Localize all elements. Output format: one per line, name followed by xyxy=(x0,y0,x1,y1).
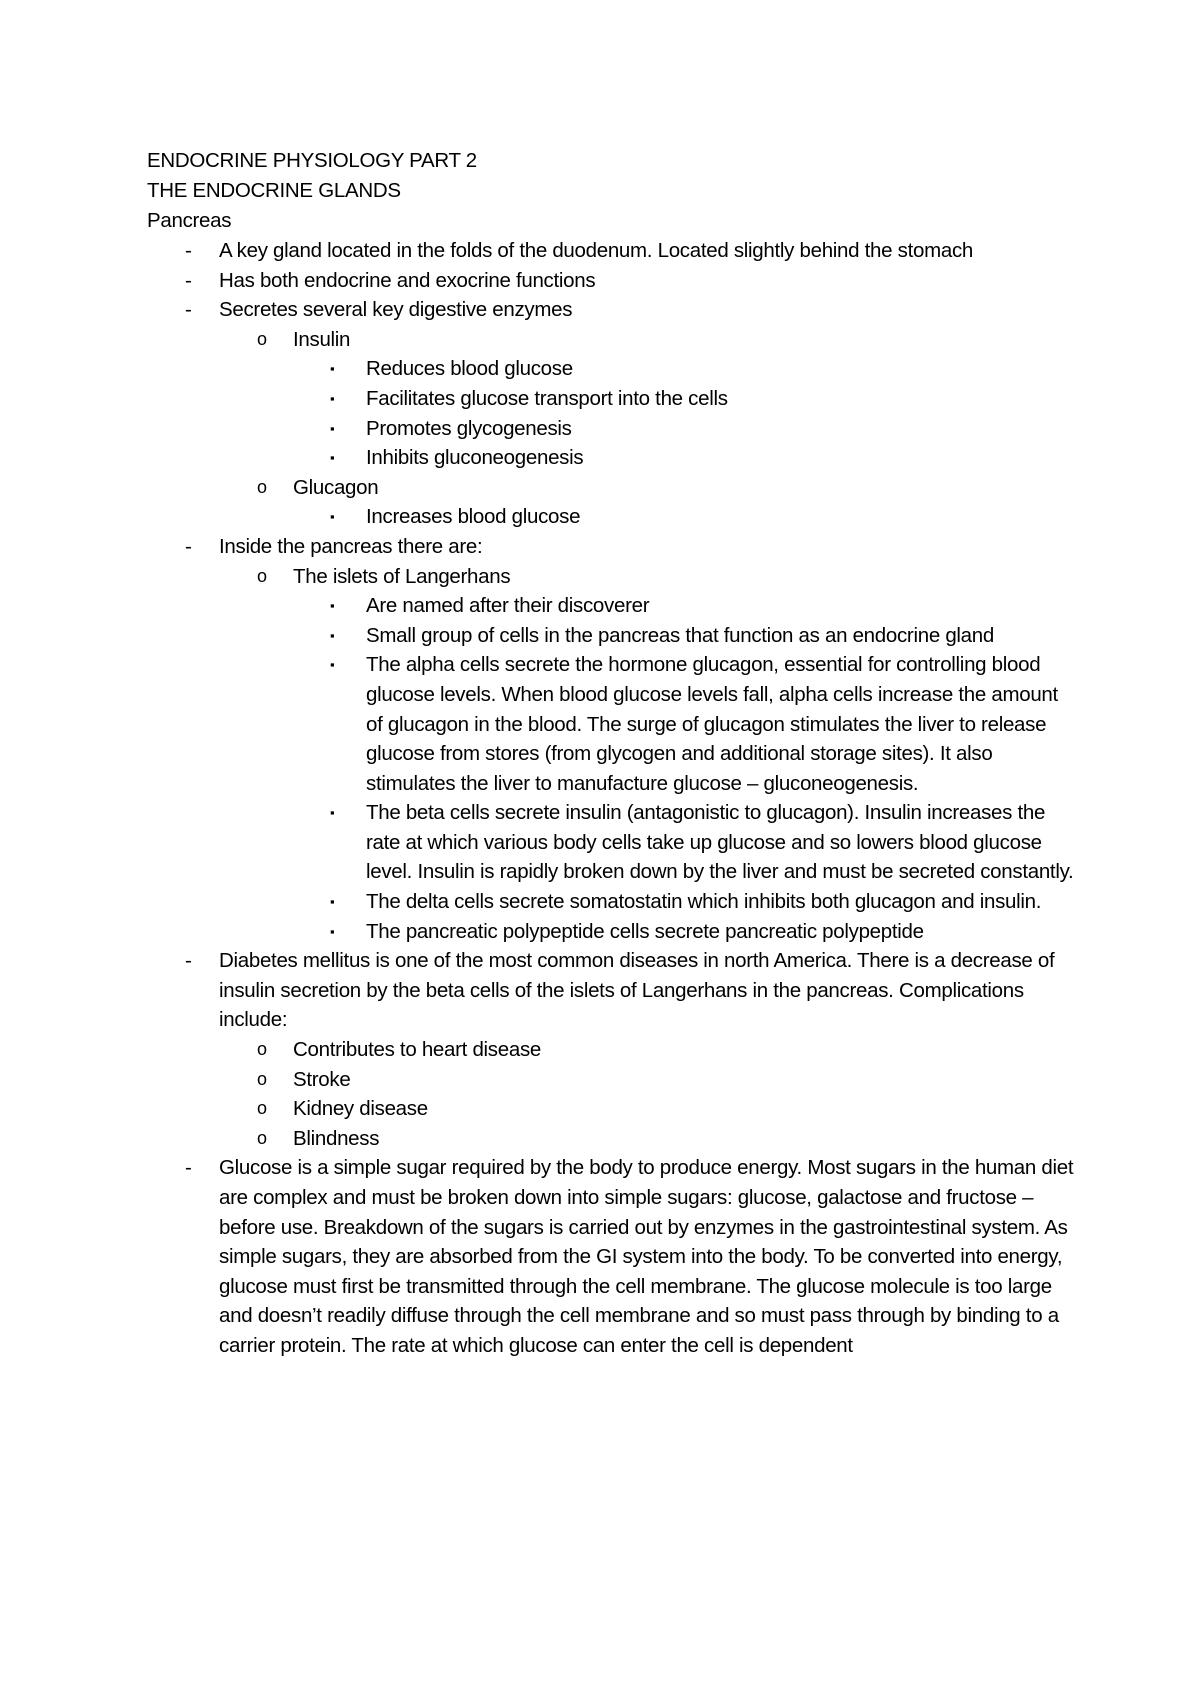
list-item-level-1 xyxy=(147,295,1077,325)
document-title: ENDOCRINE PHYSIOLOGY PART 2 xyxy=(147,149,477,172)
circle-bullet-icon: o xyxy=(257,328,267,349)
circle-bullet-icon: o xyxy=(257,565,267,586)
list-item-level-2 xyxy=(147,473,1077,503)
list-item-level-3 xyxy=(147,414,1077,444)
square-bullet-icon: ▪ xyxy=(330,657,335,673)
list-item-text: The islets of Langerhans xyxy=(293,564,511,588)
list-item-text: Contributes to heart disease xyxy=(293,1038,542,1062)
dash-bullet-icon: - xyxy=(185,949,192,973)
list-item-text: Has both endocrine and exocrine functions xyxy=(219,268,596,292)
square-bullet-icon: ▪ xyxy=(330,598,335,614)
circle-bullet-icon: o xyxy=(257,1098,267,1119)
list-item-text: Increases blood glucose xyxy=(366,505,581,529)
section-heading: Pancreas xyxy=(147,209,232,232)
list-item-text: Inhibits gluconeogenesis xyxy=(366,446,584,470)
list-item-text: Diabetes mellitus is one of the most common diseases in north America. There is a decrease of insulin secretion by the beta cells of the islets of Langerhans in the pancreas. Complications include: xyxy=(219,949,1055,1032)
list-item-text: Facilitates glucose transport into the cells xyxy=(366,386,728,410)
list-item-level-1 xyxy=(147,266,1077,296)
list-item-text: Blindness xyxy=(293,1126,380,1150)
square-bullet-icon: ▪ xyxy=(330,805,335,821)
list-item-text: Insulin xyxy=(293,327,351,351)
list-item-text: Inside the pancreas there are: xyxy=(219,534,483,558)
square-bullet-icon: ▪ xyxy=(330,509,335,525)
list-item-text: Promotes glycogenesis xyxy=(366,416,572,440)
dash-bullet-icon: - xyxy=(185,534,192,558)
list-item-level-3 xyxy=(147,887,1077,917)
circle-bullet-icon: o xyxy=(257,1068,267,1089)
list-item-level-3 xyxy=(147,621,1077,651)
list-item-level-2 xyxy=(147,1065,1077,1095)
list-item-text: Kidney disease xyxy=(293,1097,428,1121)
square-bullet-icon: ▪ xyxy=(330,390,335,406)
list-item-level-3 xyxy=(147,591,1077,621)
circle-bullet-icon: o xyxy=(257,1127,267,1148)
circle-bullet-icon: o xyxy=(257,476,267,497)
list-item-text: The delta cells secrete somatostatin which inhibits both glucagon and insulin. xyxy=(366,890,1042,914)
square-bullet-icon: ▪ xyxy=(330,627,335,643)
list-item-text: Secretes several key digestive enzymes xyxy=(219,298,573,322)
square-bullet-icon: ▪ xyxy=(330,894,335,910)
square-bullet-icon: ▪ xyxy=(330,420,335,436)
list-item-text: Stroke xyxy=(293,1067,351,1091)
circle-bullet-icon: o xyxy=(257,1039,267,1060)
dash-bullet-icon: - xyxy=(185,268,192,292)
list-item-level-1 xyxy=(147,236,1077,266)
list-item-level-3 xyxy=(147,354,1077,384)
list-item-level-3 xyxy=(147,502,1077,532)
list-item-level-1 xyxy=(147,532,1077,562)
list-item-text: Are named after their discoverer xyxy=(366,594,650,618)
dash-bullet-icon: - xyxy=(185,1156,192,1180)
dash-bullet-icon: - xyxy=(185,239,192,262)
bullet-list xyxy=(147,236,1077,1361)
dash-bullet-icon: - xyxy=(185,298,192,322)
list-item-level-2 xyxy=(147,1124,1077,1154)
list-item-text: The beta cells secrete insulin (antagonistic to glucagon). Insulin increases the rate at which various body cells take up glucose and so lowers blood glucose level. Insulin is rapidly broken down by the liver and must be secreted constantly. xyxy=(366,801,1074,884)
list-item-level-3 xyxy=(147,443,1077,473)
list-item-level-1 xyxy=(147,946,1077,1035)
list-item-level-1 xyxy=(147,1153,1077,1360)
list-item-text: The pancreatic polypeptide cells secrete pancreatic polypeptide xyxy=(366,919,924,943)
list-item-text: Glucose is a simple sugar required by the body to produce energy. Most sugars in the human diet are complex and must be broken down into simple sugars: glucose, galactose and fructose – before use. Breakdown of the sugars is carried out by enzymes in the gastrointestinal system. As simple sugars, they are absorbed from the GI system into the body. To be converted into energy, glucose must first be transmitted through the cell membrane. The glucose molecule is too large and doesn’t readily diffuse through the cell membrane and so must pass through by binding to a carrier protein. The rate at which glucose can enter the cell is dependent xyxy=(219,1156,1074,1357)
document-subtitle: THE ENDOCRINE GLANDS xyxy=(147,179,401,202)
square-bullet-icon: ▪ xyxy=(330,923,335,939)
list-item-level-2 xyxy=(147,1035,1077,1065)
list-item-level-3 xyxy=(147,798,1077,887)
list-item-text: Small group of cells in the pancreas that function as an endocrine gland xyxy=(366,623,994,647)
list-item-level-2 xyxy=(147,325,1077,355)
list-item-text: A key gland located in the folds of the duodenum. Located slightly behind the stomach xyxy=(219,239,974,262)
list-item-text: Glucagon xyxy=(293,475,379,499)
list-item-level-3 xyxy=(147,917,1077,947)
list-item-text: Reduces blood glucose xyxy=(366,357,573,381)
document-body xyxy=(147,146,1077,1361)
list-item-text: The alpha cells secrete the hormone glucagon, essential for controlling blood glucose levels. When blood glucose levels fall, alpha cells increase the amount of glucagon in the blood. The surge of glucagon stimulates the liver to release glucose from stores (from glycogen and additional storage sites). It also stimulates the liver to manufacture glucose – gluconeogenesis. xyxy=(366,653,1058,795)
list-item-level-2 xyxy=(147,1094,1077,1124)
list-item-level-3 xyxy=(147,650,1077,798)
list-item-level-2 xyxy=(147,562,1077,592)
list-item-level-3 xyxy=(147,384,1077,414)
square-bullet-icon: ▪ xyxy=(330,450,335,466)
square-bullet-icon: ▪ xyxy=(330,361,335,377)
